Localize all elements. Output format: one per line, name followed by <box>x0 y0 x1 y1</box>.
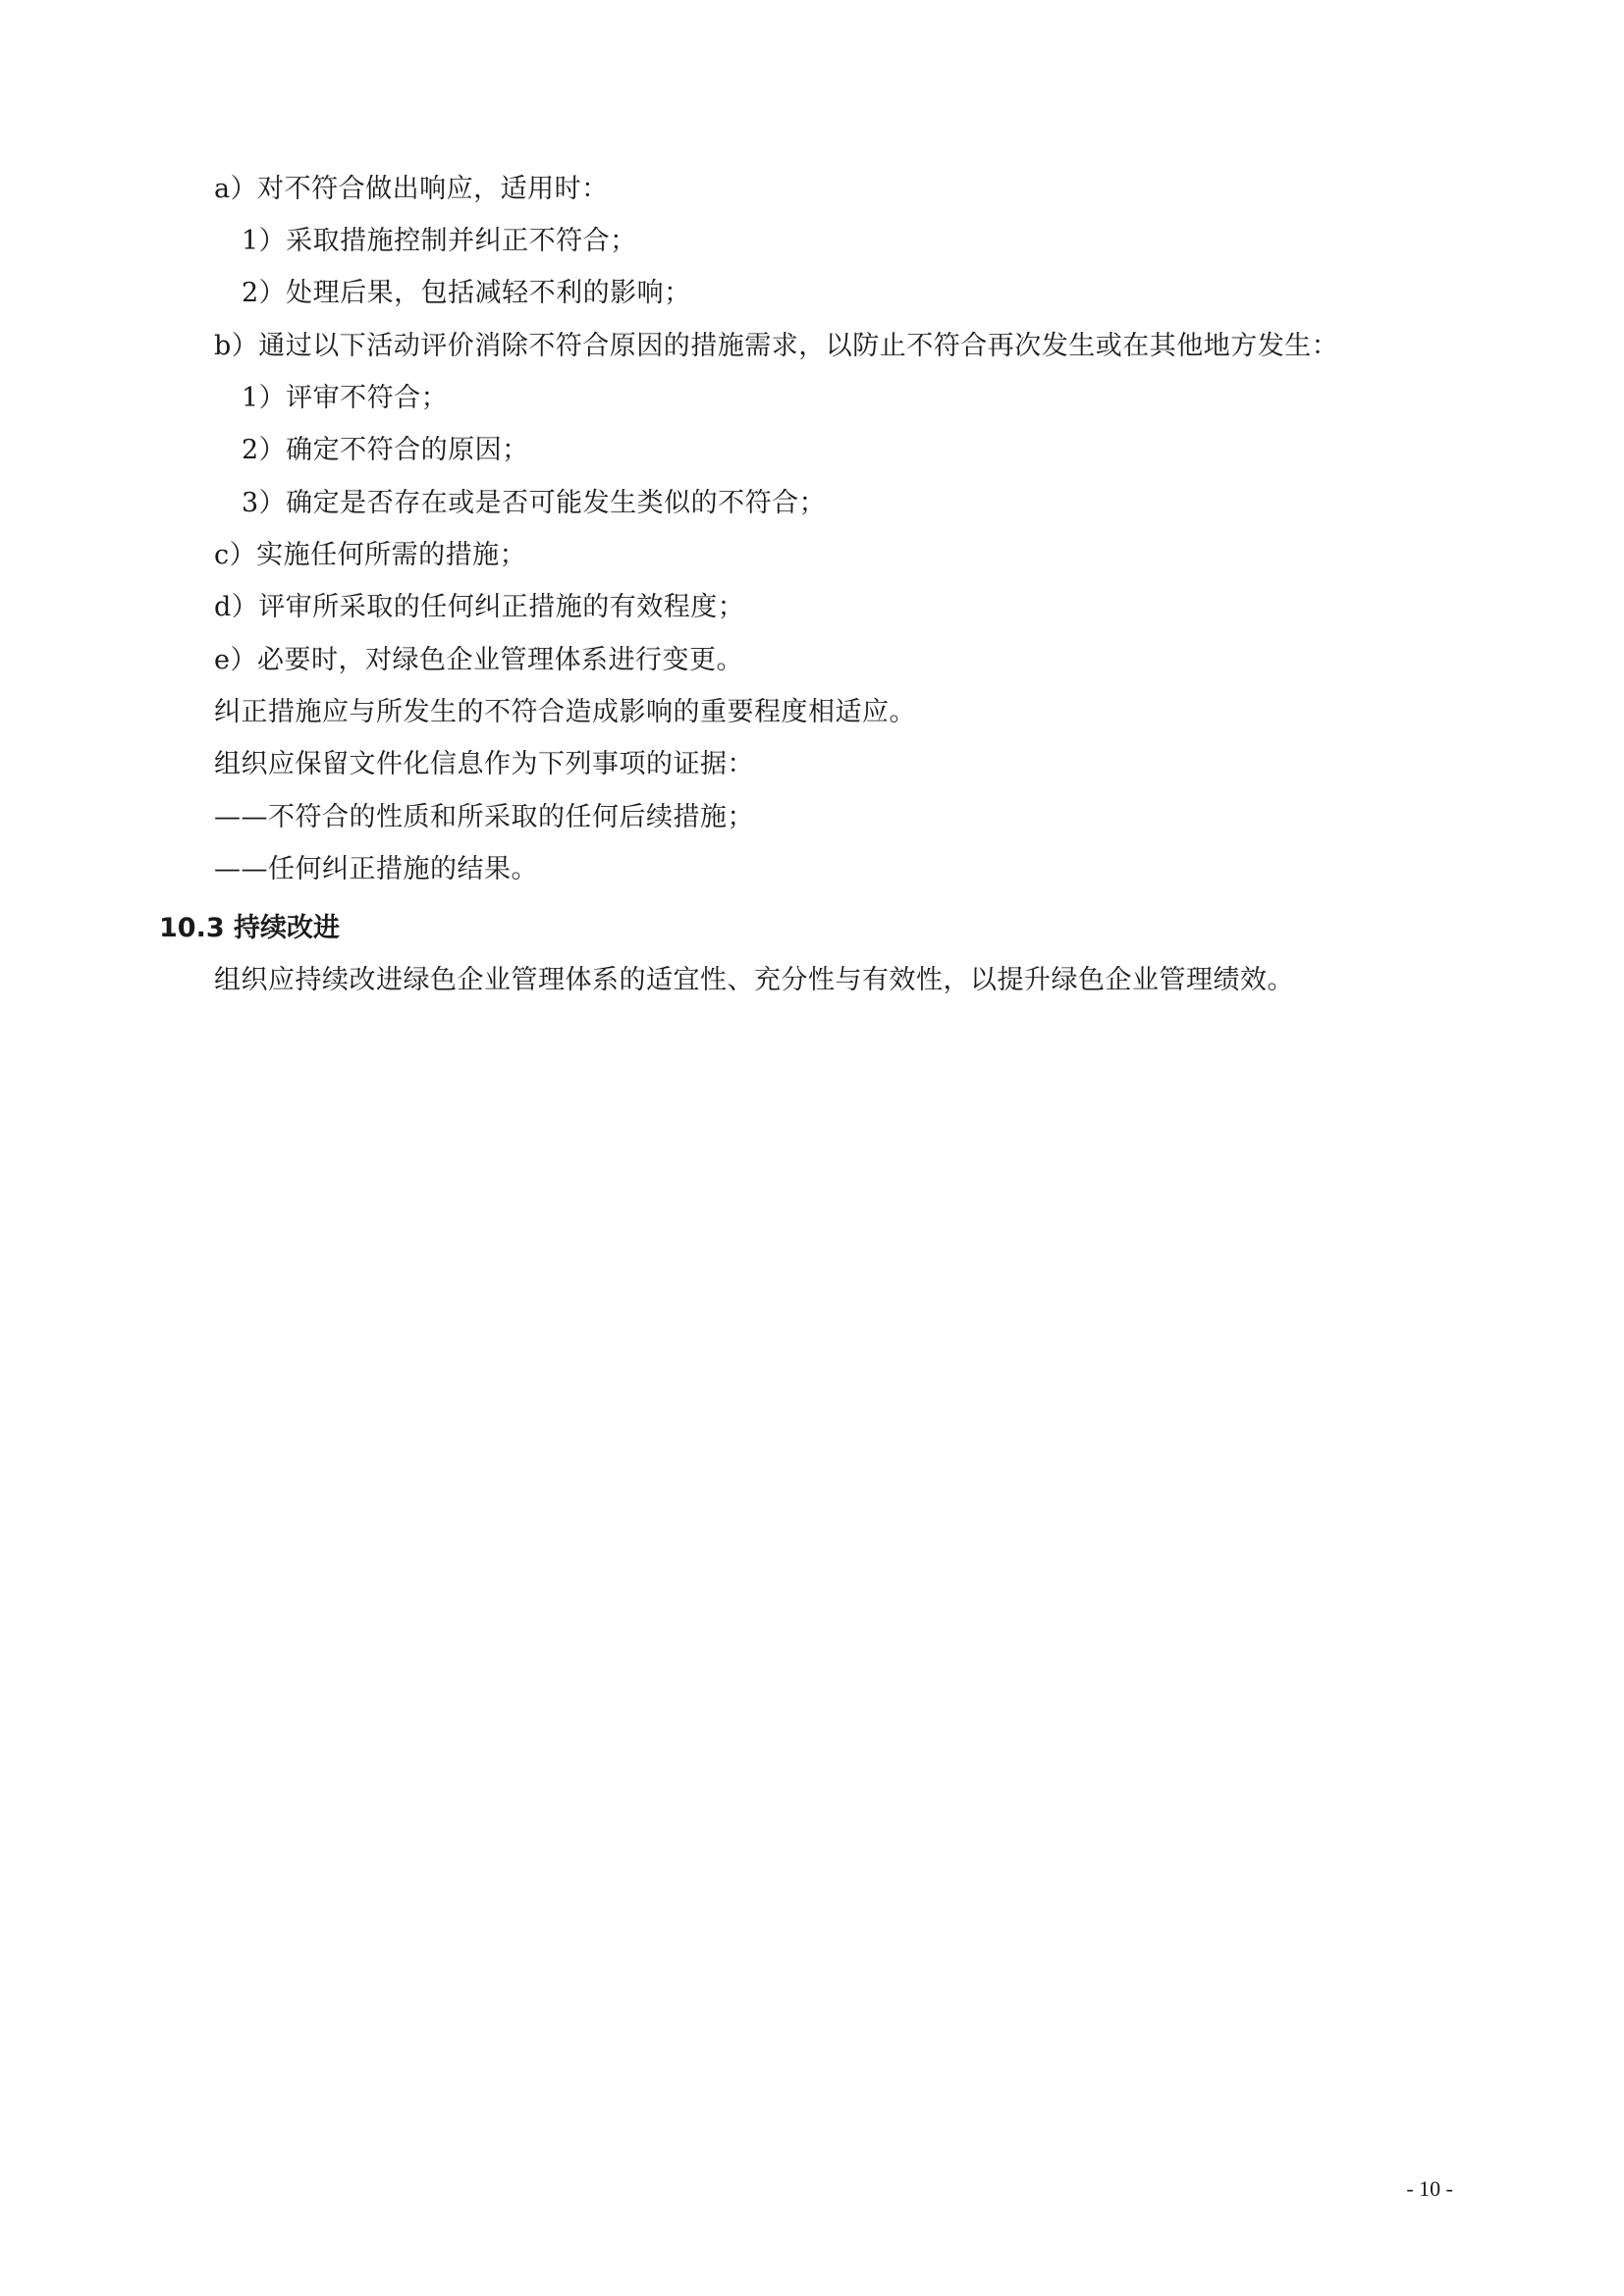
paragraph-corrective-action: 纠正措施应与所发生的不符合造成影响的重要程度相适应。 <box>214 697 916 727</box>
list-item-a: a）对不符合做出响应，适用时： <box>214 174 609 204</box>
section-heading: 10.3 持续改进 <box>159 913 341 943</box>
dash-item-results: ——任何纠正措施的结果。 <box>214 854 538 884</box>
list-item-b: b）通过以下活动评价消除不符合原因的措施需求，以防止不符合再次发生或在其他地方发生： <box>214 331 1339 361</box>
list-item-c: c）实施任何所需的措施； <box>214 540 527 570</box>
page-number: - 10 - <box>1406 2176 1453 2201</box>
section-paragraph: 组织应持续改进绿色企业管理体系的适宜性、充分性与有效性，以提升绿色企业管理绩效。 <box>214 965 1294 995</box>
list-subitem-a2: 2）处理后果，包括减轻不利的影响； <box>242 278 691 308</box>
list-subitem-b2: 2）确定不符合的原因； <box>242 435 529 465</box>
paragraph-evidence: 组织应保留文件化信息作为下列事项的证据： <box>214 749 754 779</box>
list-subitem-b1: 1）评审不符合； <box>242 383 449 413</box>
list-item-e: e）必要时，对绿色企业管理体系进行变更。 <box>214 645 743 675</box>
list-item-d: d）评审所采取的任何纠正措施的有效程度； <box>214 592 745 622</box>
list-subitem-b3: 3）确定是否存在或是否可能发生类似的不符合； <box>242 488 827 518</box>
list-subitem-a1: 1）采取措施控制并纠正不符合； <box>242 226 637 256</box>
dash-item-nature: ——不符合的性质和所采取的任何后续措施； <box>214 802 754 832</box>
